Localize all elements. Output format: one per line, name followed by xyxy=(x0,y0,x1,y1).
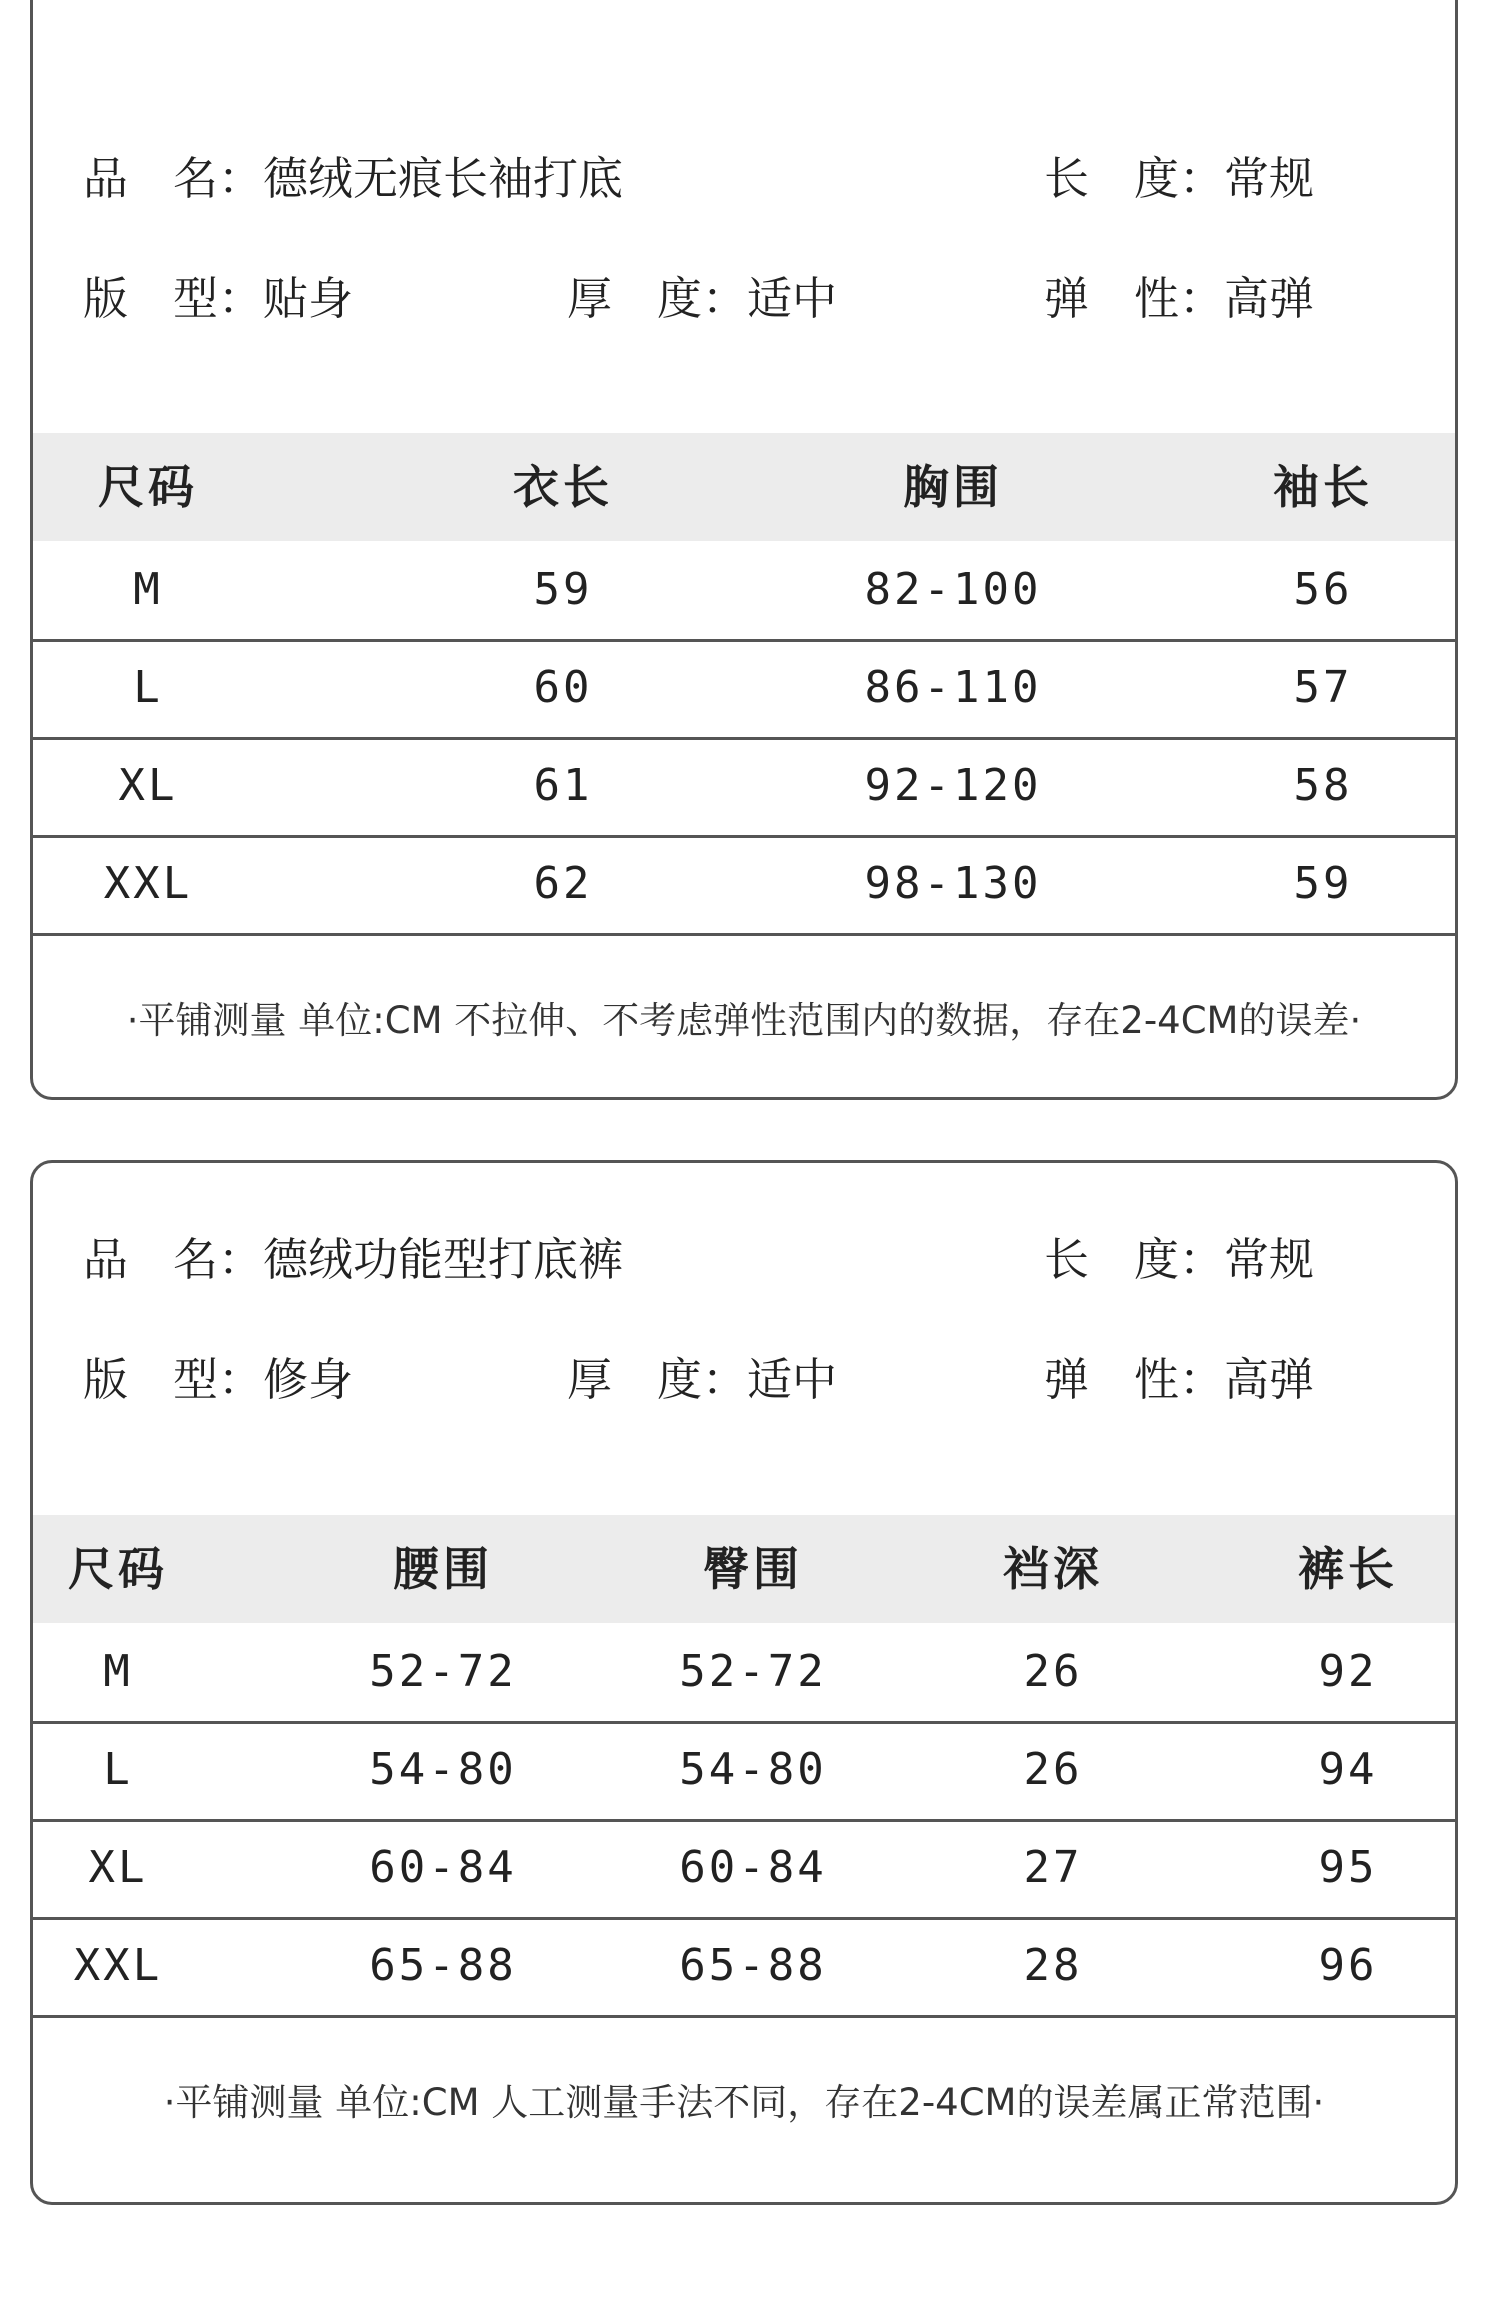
bottom-table-header xyxy=(33,1515,1455,1623)
bottom-row-xl-size: XL xyxy=(88,1842,148,1893)
top-row-l-chest: 86-110 xyxy=(864,662,1042,713)
bottom-elastic-value: 高弹 xyxy=(1224,1353,1315,1406)
bottom-col-size: 尺码 xyxy=(68,1542,168,1596)
bottom-fit-field xyxy=(83,1350,353,1410)
top-row-m-size: M xyxy=(133,564,163,615)
bottom-row-xxl-waist: 65-88 xyxy=(369,1940,517,1991)
bottom-length-value: 常规 xyxy=(1224,1233,1315,1286)
top-size-table xyxy=(33,433,1455,933)
top-row-xl-chest: 92-120 xyxy=(864,760,1042,811)
top-row-m-length: 59 xyxy=(533,564,593,615)
bottom-row-l-length: 94 xyxy=(1318,1744,1378,1795)
bottom-row-xxl-size: XXL xyxy=(73,1940,163,1991)
bottom-measure-note: ·平铺测量 单位:CM 人工测量手法不同，存在2-4CM的误差属正常范围· xyxy=(163,2081,1325,2124)
table-row xyxy=(33,737,1455,838)
top-measure-note: ·平铺测量 单位:CM 不拉伸、不考虑弹性范围内的数据，存在2-4CM的误差· xyxy=(126,999,1362,1042)
bottom-row-xl-rise: 27 xyxy=(1023,1842,1083,1893)
bottom-row-l-waist: 54-80 xyxy=(369,1744,517,1795)
top-fit-label: 版 型： xyxy=(83,272,264,325)
bottom-size-table xyxy=(33,1515,1455,2015)
bottom-col-pant-length: 裤长 xyxy=(1298,1542,1398,1596)
table-row xyxy=(33,835,1455,936)
top-name-field xyxy=(83,149,623,209)
bottom-row-xl-waist: 60-84 xyxy=(369,1842,517,1893)
bottom-name-field xyxy=(83,1230,623,1290)
bottom-name-label: 品 名： xyxy=(83,1233,264,1286)
top-row-xl-sleeve: 58 xyxy=(1293,760,1353,811)
bottom-row-l-size: L xyxy=(103,1744,133,1795)
top-name-label: 品 名： xyxy=(83,152,264,205)
bottom-row-xxl-hip: 65-88 xyxy=(679,1940,827,1991)
top-row-xl-length: 61 xyxy=(533,760,593,811)
top-row-m-sleeve: 56 xyxy=(1293,564,1353,615)
top-table-header xyxy=(33,433,1455,541)
bottom-elastic-label: 弹 性： xyxy=(1044,1353,1225,1406)
bottom-row-l-rise: 26 xyxy=(1023,1744,1083,1795)
bottom-thickness-field xyxy=(567,1350,837,1410)
bottom-name-value: 德绒功能型打底裤 xyxy=(263,1233,624,1286)
top-row-l-sleeve: 57 xyxy=(1293,662,1353,713)
bottom-row-l-hip: 54-80 xyxy=(679,1744,827,1795)
top-length-value: 常规 xyxy=(1224,152,1315,205)
top-row-xxl-length: 62 xyxy=(533,858,593,909)
top-elastic-value: 高弹 xyxy=(1224,272,1315,325)
top-row-m-chest: 82-100 xyxy=(864,564,1042,615)
bottom-row-m-hip: 52-72 xyxy=(679,1646,827,1697)
bottom-length-field xyxy=(1044,1230,1314,1290)
top-elastic-field xyxy=(1044,269,1314,329)
bottom-row-m-waist: 52-72 xyxy=(369,1646,517,1697)
bottom-col-waist: 腰围 xyxy=(393,1542,493,1596)
bottom-size-card xyxy=(30,1160,1458,2205)
table-row xyxy=(33,1721,1455,1822)
bottom-thickness-value: 适中 xyxy=(747,1353,838,1406)
top-fit-value: 贴身 xyxy=(263,272,354,325)
bottom-thickness-label: 厚 度： xyxy=(567,1353,748,1406)
top-thickness-field xyxy=(567,269,837,329)
bottom-col-hip: 臀围 xyxy=(703,1542,803,1596)
top-row-xl-size: XL xyxy=(118,760,178,811)
top-elastic-label: 弹 性： xyxy=(1044,272,1225,325)
top-row-xxl-size: XXL xyxy=(103,858,193,909)
top-name-value: 德绒无痕长袖打底 xyxy=(263,152,624,205)
bottom-row-xl-length: 95 xyxy=(1318,1842,1378,1893)
table-row xyxy=(33,1623,1455,1724)
top-size-card xyxy=(30,0,1458,1100)
bottom-row-m-size: M xyxy=(103,1646,133,1697)
bottom-elastic-field xyxy=(1044,1350,1314,1410)
bottom-length-label: 长 度： xyxy=(1044,1233,1225,1286)
top-length-field xyxy=(1044,149,1314,209)
top-thickness-label: 厚 度： xyxy=(567,272,748,325)
top-col-length: 衣长 xyxy=(513,460,613,514)
table-row xyxy=(33,639,1455,740)
top-col-sleeve: 袖长 xyxy=(1273,460,1373,514)
top-row-l-size: L xyxy=(133,662,163,713)
top-col-chest: 胸围 xyxy=(903,460,1003,514)
bottom-fit-label: 版 型： xyxy=(83,1353,264,1406)
bottom-row-xxl-rise: 28 xyxy=(1023,1940,1083,1991)
top-thickness-value: 适中 xyxy=(747,272,838,325)
table-row xyxy=(33,1819,1455,1920)
table-row xyxy=(33,541,1455,642)
bottom-row-xxl-length: 96 xyxy=(1318,1940,1378,1991)
bottom-fit-value: 修身 xyxy=(263,1353,354,1406)
bottom-row-m-length: 92 xyxy=(1318,1646,1378,1697)
bottom-row-m-rise: 26 xyxy=(1023,1646,1083,1697)
top-length-label: 长 度： xyxy=(1044,152,1225,205)
top-row-xxl-sleeve: 59 xyxy=(1293,858,1353,909)
top-row-xxl-chest: 98-130 xyxy=(864,858,1042,909)
bottom-row-xl-hip: 60-84 xyxy=(679,1842,827,1893)
bottom-col-rise: 裆深 xyxy=(1003,1542,1103,1596)
table-row xyxy=(33,1917,1455,2018)
top-col-size: 尺码 xyxy=(98,460,198,514)
top-row-l-length: 60 xyxy=(533,662,593,713)
top-fit-field xyxy=(83,269,353,329)
